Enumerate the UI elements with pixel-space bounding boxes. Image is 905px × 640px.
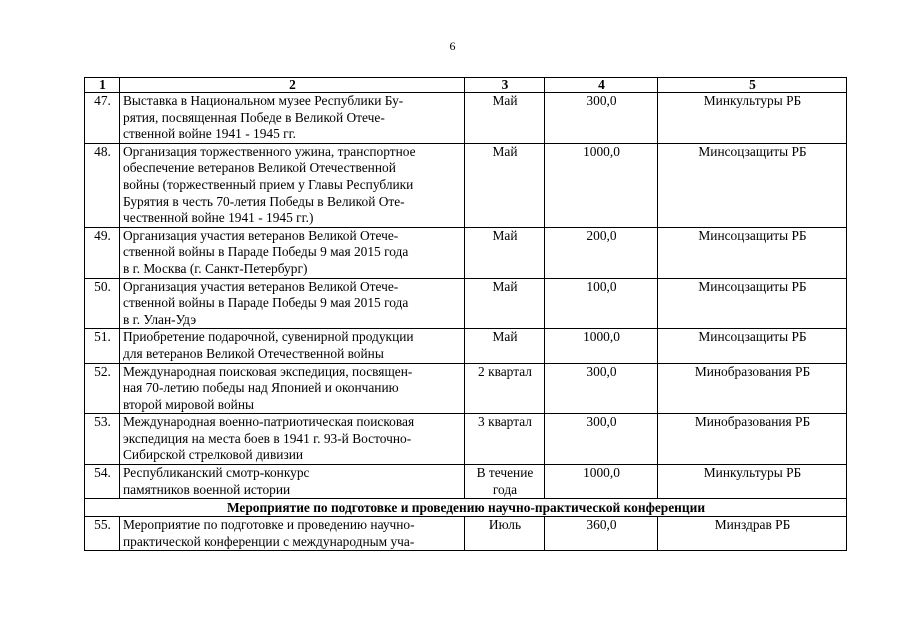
event-name: [120, 143, 465, 227]
event-sum-text: 1000,0: [583, 465, 620, 481]
event-period: [465, 465, 545, 499]
event-sum: [545, 465, 658, 499]
table-header-row: [85, 78, 847, 93]
row-number-text: 51.: [94, 329, 111, 345]
event-name-line: войны (торжественный прием у Главы Республики: [123, 176, 414, 192]
table-row: [85, 278, 847, 329]
row-number-text: 48.: [94, 143, 111, 159]
event-period: [465, 329, 545, 363]
event-executor-text: Минобразования РБ: [694, 363, 811, 379]
event-name-line: второй мировой войны: [123, 396, 254, 412]
event-sum: [545, 143, 658, 227]
event-period-line: 2 квартал: [478, 363, 532, 379]
event-name: [120, 363, 465, 414]
event-sum: [545, 93, 658, 144]
event-period: [465, 227, 545, 278]
table-row: [85, 329, 847, 363]
event-sum-text: 360,0: [586, 517, 617, 533]
event-period-line: Июль: [488, 517, 522, 533]
event-period: [465, 414, 545, 465]
event-sum: [545, 363, 658, 414]
event-name-line: для ветеранов Великой Отечественной войны: [123, 345, 384, 361]
table-row: [85, 465, 847, 499]
event-name: [120, 93, 465, 144]
event-executor-text: Минкультуры РБ: [703, 93, 802, 108]
event-period: [465, 93, 545, 144]
event-name-line: рятия, посвященная Победе в Великой Отече-: [123, 109, 385, 125]
event-period-line: 3 квартал: [478, 414, 532, 430]
event-executor-text: Минсоцзащиты РБ: [698, 278, 807, 294]
event-executor: [658, 278, 847, 329]
header-col-2: 2: [120, 78, 465, 93]
event-executor-text: Минсоцзащиты РБ: [698, 143, 807, 159]
event-name-line: обеспечение ветеранов Великой Отечественной: [123, 160, 396, 176]
table-row: [85, 363, 847, 414]
row-number-text: 53.: [94, 414, 111, 430]
event-name-line: Приобретение подарочной, сувенирной продукции: [123, 329, 414, 345]
event-name-line: в г. Москва (г. Санкт-Петербург): [123, 260, 308, 276]
event-name: [120, 278, 465, 329]
event-executor: [658, 363, 847, 414]
event-sum-text: 300,0: [586, 414, 617, 430]
row-number: [85, 278, 120, 329]
event-executor: [658, 414, 847, 465]
row-number-text: 52.: [94, 363, 111, 379]
event-name-line: ственной войне 1941 - 1945 гг.: [123, 126, 296, 142]
event-sum: [545, 227, 658, 278]
event-name: [120, 414, 465, 465]
event-period-line: Май: [492, 227, 518, 243]
event-name-line: ная 70-летию победы над Японией и окончанию: [123, 380, 399, 396]
event-name-line: Мероприятие по подготовке и проведению научно-: [123, 517, 415, 533]
event-executor-text: Минсоцзащиты РБ: [698, 329, 807, 345]
event-executor-text: Минздрав РБ: [714, 517, 791, 533]
event-name: [120, 227, 465, 278]
event-name: [120, 329, 465, 363]
row-number-text: 47.: [94, 93, 111, 108]
event-name-line: Международная военно-патриотическая поисковая: [123, 414, 415, 430]
event-executor: [658, 465, 847, 499]
page-number: 6: [449, 39, 456, 53]
event-name-line: в г. Улан-Удэ: [123, 311, 197, 327]
event-name-line: чественной войне 1941 - 1945 гг.): [123, 210, 314, 226]
event-executor: [658, 143, 847, 227]
event-executor-text: Минсоцзащиты РБ: [698, 227, 807, 243]
event-period-line: Май: [492, 329, 518, 345]
table-row: [85, 227, 847, 278]
event-sum-text: 100,0: [586, 278, 617, 294]
section-header: Мероприятие по подготовке и проведению научно-практической конференции: [85, 499, 847, 517]
row-number-text: 50.: [94, 278, 111, 294]
event-sum-text: 300,0: [586, 363, 617, 379]
row-number: [85, 517, 120, 551]
row-number: [85, 465, 120, 499]
event-sum-text: 300,0: [586, 93, 617, 108]
event-sum-text: 1000,0: [583, 143, 620, 159]
event-executor-text: Минкультуры РБ: [703, 465, 802, 481]
events-table: [84, 77, 847, 551]
section-header-row: [85, 499, 847, 517]
header-col-1: 1: [85, 78, 120, 93]
table-row: [85, 93, 847, 144]
event-name-line: Организация торжественного ужина, транспортное: [123, 143, 416, 159]
event-period: [465, 143, 545, 227]
event-name-line: экспедиция на места боев в 1941 г. 93-й Восточно-: [123, 430, 412, 446]
row-number-text: 54.: [94, 465, 111, 481]
event-period-line: Май: [492, 143, 518, 159]
event-sum: [545, 517, 658, 551]
event-period: [465, 517, 545, 551]
row-number: [85, 329, 120, 363]
event-name-line: Организация участия ветеранов Великой Отече-: [123, 227, 399, 243]
event-name-line: ственной войны в Параде Победы 9 мая 2015 года: [123, 295, 409, 311]
table-body: [85, 78, 847, 551]
row-number-text: 55.: [94, 517, 111, 533]
event-name-line: Сибирской стрелковой дивизии: [123, 447, 304, 463]
row-number: [85, 143, 120, 227]
row-number: [85, 363, 120, 414]
event-name-line: Выставка в Национальном музее Республики Бу-: [123, 93, 404, 108]
event-period-line: года: [492, 481, 518, 497]
event-name-line: практической конференции с международным уча-: [123, 533, 415, 549]
event-sum: [545, 329, 658, 363]
event-name-line: Организация участия ветеранов Великой Отече-: [123, 278, 399, 294]
event-name-line: Республиканский смотр-конкурс: [123, 465, 310, 481]
event-sum-text: 200,0: [586, 227, 617, 243]
event-name-line: Международная поисковая экспедиция, посвящен-: [123, 363, 413, 379]
event-period-line: Май: [492, 278, 518, 294]
row-number-text: 49.: [94, 227, 111, 243]
table-row: [85, 143, 847, 227]
row-number: [85, 227, 120, 278]
table-row: [85, 517, 847, 551]
header-col-5: 5: [658, 78, 847, 93]
event-name: [120, 465, 465, 499]
event-sum-text: 1000,0: [583, 329, 620, 345]
event-executor: [658, 93, 847, 144]
event-executor-text: Минобразования РБ: [694, 414, 811, 430]
event-executor: [658, 517, 847, 551]
event-period-line: Май: [492, 93, 518, 108]
row-number: [85, 414, 120, 465]
event-period: [465, 363, 545, 414]
event-executor: [658, 227, 847, 278]
header-col-3: 3: [465, 78, 545, 93]
event-name-line: Бурятия в честь 70-летия Победы в Великой Оте-: [123, 193, 405, 209]
event-name-line: памятников военной истории: [123, 481, 291, 497]
event-name: [120, 517, 465, 551]
header-col-4: 4: [545, 78, 658, 93]
event-sum: [545, 414, 658, 465]
event-period: [465, 278, 545, 329]
table-row: [85, 414, 847, 465]
event-executor: [658, 329, 847, 363]
event-sum: [545, 278, 658, 329]
event-period-line: В течение: [476, 465, 534, 481]
row-number: [85, 93, 120, 144]
event-name-line: ственной войны в Параде Победы 9 мая 2015 года: [123, 244, 409, 260]
